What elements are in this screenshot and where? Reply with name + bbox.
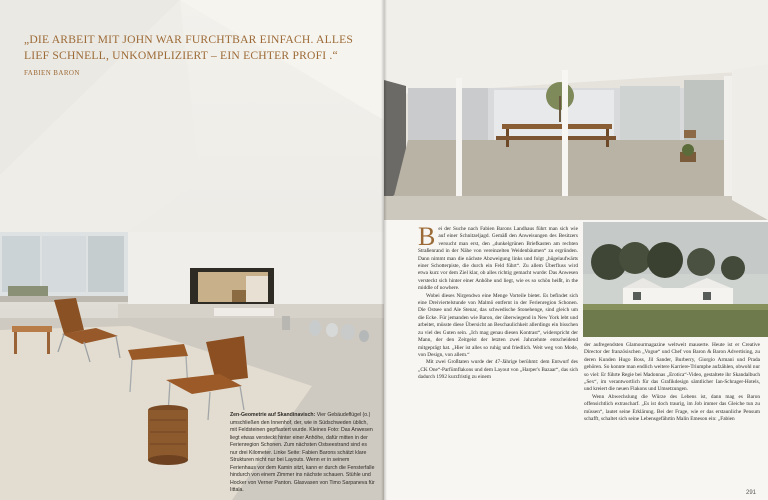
courtyard-photo: [384, 0, 768, 220]
article-paragraph-3: Mit zwei Großtaten wurde der 47-Jährige berühmt: dem Entwurf des „CK One“-Parfümflakons und dem Layout von „Harper's Bazaar“, das sich dadurch 1992 kurzfristig zu einem: [418, 359, 578, 381]
caption-text: Vier Gebäudeflügel (o.) umschließen den Innenhof, der, wie in Südschweden üblich, mit Feldsteinen gepflastert wurde. Kleines Foto: Das Anwesen liegt etwas versteckt hinter einer Anhöhe, dafür mitten in der Ferienregion Schonen. Zum nächsten Ostseestrand sind es nur drei Kilometer. Linke Seite: Fabien Barons schätzt klare Strukturen nicht nur bei Layouts. Wenn er in seinem Ferienhaus vor dem Kamin sitzt, kann er durch die Fensterfalle hindurch von einem Zimmer ins nächste schauen. Stühle und Hocker von Verner Panton. Glasvasen von Timo Sarpaneva für Iittala.: [230, 412, 375, 493]
article-paragraph-2: Wobei dieses Nirgendwo eine Menge Vorteile bietet. Es befindet sich eine Dreiviertelstunde von Malmö entfernt in der Ferienregion Schonen. Die Ostsee und Ale Stenar, das schwedische Stonehenge, sind gleich um die Ecke. Für jemanden wie Baron, der überwiegend in New York lebt und arbeitet, müsste diese Übersicht an Beschaulichkeit allerdings ein bisschen zu viel des Guten sein. „Ich mag genau diesen Kontrast“, widerspricht der Mann, der den Zeitgeist der letzten zwei Jahrzehnte entscheidend mitgeprägt hat. „Hier ist alles so ruhig und friedlich. Weit weg von Mode, von Design, von allem.“: [418, 292, 578, 358]
article-column-1: [418, 222, 578, 382]
pull-quote: [24, 32, 364, 81]
article-paragraph-1: ei der Suche nach Fabien Barons Landhaus führt man sich wie auf einer Schnitzeljagd. Gemäß den Anweisungen des Besitzers versucht man erst, den „dunkelgrünen Briefkasten am rechten Straßenrand in der Nähe von vereinzelten Weidenbäumen“ zu ergründen. Dann nimmt man die nächste Abzweigung links und folgt „hügelaufwärts einer Schotterpiste, die durch ein Feld führt“. Zu allem Überfluss wird etwa kurz vor dem Ziel klar, ob alles richtig gemacht wurde: Das Anwesen versteckt sich hinter einer Anhöhe und liegt, wie es so schön heißt, in the middle of nowhere.: [418, 226, 578, 292]
spread-gutter: [381, 0, 387, 500]
pull-quote-text: „DIE ARBEIT MIT JOHN WAR FURCHTBAR EINFACH. ALLES LIEF SCHNELL, UNKOMPLIZIERT – EIN ECHTER PROFI .“: [24, 33, 354, 62]
article-paragraph-4: der aufregendsten Glamourmagazine weltweit mauserte. Heute ist er Creative Director der französischen „Vogue“ und Chef von Baron & Baron Advertising, zu deren Kunden Hugo Boss, Jil Sander, Burberry, Giorgio Armani und Prada gehören. So konnte man endlich weitere Karriere-Triumphe aufzählen, obwohl nur so viel: Er führte Regie bei Madonnas „Erotica“-Video, gestaltete ihr Skandalbuch „Sex“, im verantwortlich für das Grafikdesign sämtlicher Ian-Schrager-Hotels, und kreiert die neuen Flakons und Umsetzungen.: [584, 342, 760, 393]
article-paragraph-5: Wenn Abwechslung die Würze des Lebens ist, dann mag es Baron offensichtlich extrascharf. „Es ist doch traurig, im Job immer das Gleiche tun zu müssen“, lautet seine Erklärung. Bei der Frage, wie er das erstaunliche Pensum schafft, schaltet sich seine Lebensgefährtin Malin Emeson ein: „Fabien: [584, 393, 760, 423]
landscape-house-photo: [583, 222, 768, 337]
caption-lead: Zen-Geometrie auf Skandinavisch:: [230, 412, 316, 418]
pull-quote-attribution: FABIEN BARON: [24, 69, 80, 77]
photo-caption: [230, 412, 375, 495]
drop-cap: B: [418, 222, 436, 251]
page-number: 291: [745, 490, 756, 496]
article-column-2: [584, 342, 760, 423]
right-page: [384, 0, 768, 500]
